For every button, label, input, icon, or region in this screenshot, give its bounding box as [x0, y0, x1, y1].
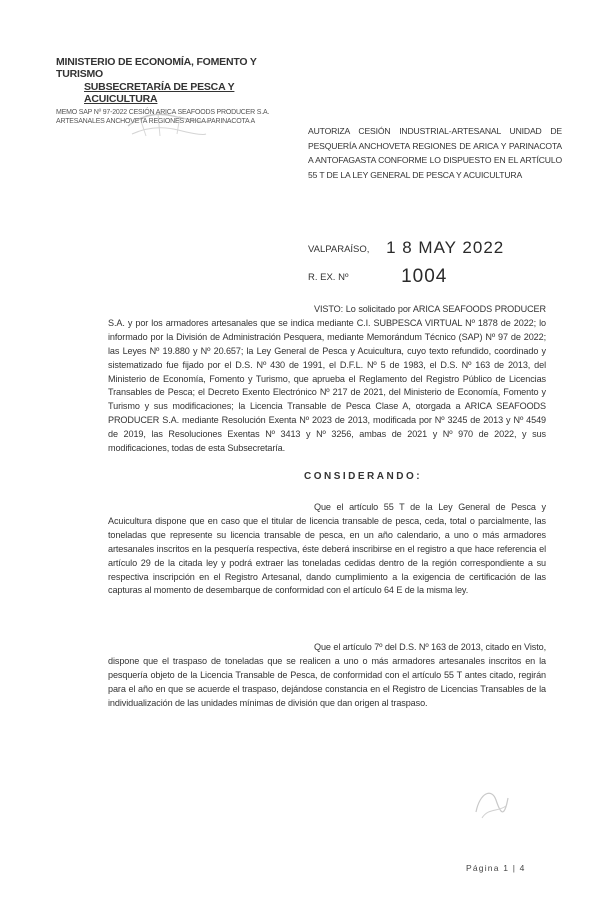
considerando-heading: CONSIDERANDO:: [304, 471, 423, 482]
subsecretaria-name: SUBSECRETARÍA DE PESCA Y ACUICULTURA: [84, 81, 235, 105]
signature-mark: [468, 782, 514, 826]
visto-text: Lo solicitado por ARICA SEAFOODS PRODUCER S.A. y por los armadores artesanales que se indica mediante C.I. SUBPESCA VIRTUAL Nº 1878 de 2022; lo informado por la División de Administración Pesquera, mediante Memorándum Técnico (SAP) Nº 97 de 2022; las Leyes Nº 19.880 y Nº 20.657; la Ley General de Pesca y Acuicultura, cuyo texto refundido, coordinado y sistematizado fue fijado por el D.S. Nº 430 de 1991, el D.F.L. Nº 5 de 1983, el D.S. Nº 163 de 2013, del Ministerio de Economía, Fomento y Turismo, que aprueba el Reglamento del Registro Público de Licencias Transables de Pesca; el Decreto Exento Electrónico Nº 217 de 2021, del Ministerio de Economía, Fomento y Turismo y sus modificaciones; la Licencia Transable de Pesca Clase A, otorgada a ARICA SEAFOODS PRODUCER S.A. mediante Resolución Exenta Nº 2023 de 2013, modificada por Nº 3245 de 2013 y Nº 4549 de 2019, las Resoluciones Exentas Nº 3413 y Nº 3256, ambas de 2021 y Nº 970 de 2022, y sus modificaciones, todas de esta Subsecretaría.: [108, 304, 546, 454]
resolution-number-line: [308, 266, 447, 288]
ministry-name: MINISTERIO DE ECONOMÍA, FOMENTO Y TURISMO: [56, 56, 257, 80]
date-place: VALPARAÍSO,: [308, 244, 370, 255]
date-line: [308, 238, 504, 258]
visto-label: VISTO:: [314, 304, 344, 314]
rex-label: R. EX. Nº: [308, 272, 349, 283]
rex-number: 1004: [401, 266, 448, 287]
memo-line-2: ARTESANALES ANCHOVETA REGIONES ARICA PARINACOTA A: [56, 118, 255, 125]
considerando-paragraph-1: [108, 501, 546, 598]
official-stamp-mark: [118, 104, 218, 146]
memo-line-1: MEMO SAP Nº 97-2022 CESIÓN ARICA SEAFOODS PRODUCER S.A.: [56, 109, 270, 116]
resolution-title: AUTORIZA CESIÓN INDUSTRIAL-ARTESANAL UNIDAD DE PESQUERÍA ANCHOVETA REGIONES DE ARICA Y PARINACOTA A ANTOFAGASTA CONFORME LO DISPUESTO EN EL ARTÍCULO 55 T DE LA LEY GENERAL DE PESCA Y ACUICULTURA: [308, 126, 562, 180]
date-stamp: 1 8 MAY 2022: [386, 238, 505, 257]
considerando-paragraph-2: [108, 641, 546, 711]
considerando-text-2: Que el artículo 7º del D.S. Nº 163 de 2013, citado en Visto, dispone que el traspaso de toneladas que se realicen a uno o más armadores artesanales inscritos en la pesquería objeto de la Licencia Transable de Pesca, de conformidad con el artículo 55 T antes citado, regirán para el año en que se acuerde el traspaso, dejándose constancia en el Registro de Licencias Transables de la individualización de las unidades mínimas de división que dan origen al traspaso.: [108, 642, 546, 708]
page-number: Página 1 | 4: [466, 863, 526, 873]
visto-paragraph: [108, 303, 546, 456]
considerando-text-1: Que el artículo 55 T de la Ley General de Pesca y Acuicultura dispone que en caso que el titular de licencia transable de pesca, ceda, total o parcialmente, las toneladas que represente su licencia transable de pesca, en un año calendario, a uno o más armadores artesanales inscritos en la pesquería respectiva, éste deberá inscribirse en el registro a que hace referencia el artículo 29 de la citada ley y podrá extraer las toneladas cedidas dentro de la región correspondiente a su respectiva inscripción en el Registro Artesanal, dando cumplimiento a la exigencia de certificación de las capturas al momento de desembarque de conformidad con el artículo 64 E de la misma ley.: [108, 502, 546, 596]
